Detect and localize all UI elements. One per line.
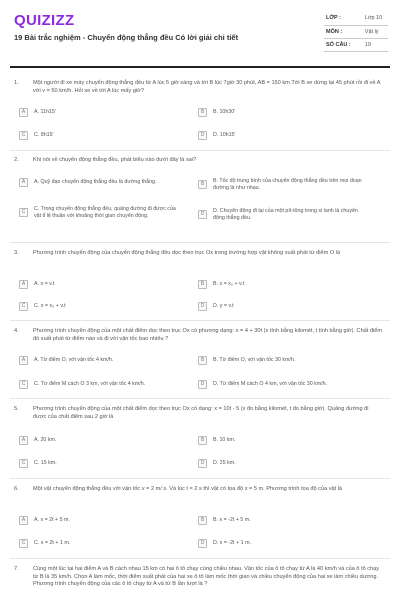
option-text: D. 25 km. [213, 460, 236, 467]
divider [10, 478, 390, 479]
option-letter-c: C [19, 131, 28, 140]
option-letter-b: B [198, 180, 207, 189]
class-label: LỚP : [324, 12, 357, 25]
meta-row-count [324, 38, 388, 51]
option-text: B. Từ điểm O, với vận tốc 30 km/h. [213, 357, 296, 364]
count-label: SỐ CÂU : [324, 38, 357, 51]
header-rule [10, 66, 390, 68]
option-text: C. 15 km. [34, 460, 57, 467]
option-text: D. x = -2t + 1 m. [213, 540, 251, 547]
option-text: B. Tốc độ trung bình của chuyển động thẳng đều trên mọi đoạn đường là như nhau. [213, 178, 362, 191]
option-c[interactable] [19, 539, 179, 548]
option-a[interactable] [19, 280, 179, 289]
header [0, 0, 400, 64]
meta-table [324, 12, 388, 52]
option-text: A. s = v.t [34, 281, 55, 288]
meta-row-subject [324, 25, 388, 38]
option-letter-c: C [19, 302, 28, 311]
option-text: B. x = x₀ + v.t [213, 281, 245, 288]
option-d[interactable] [198, 539, 368, 548]
question-text: Cùng một lúc tại hai điểm A và B cách nhau 15 km có hai ô tô chạy cùng chiều nhau. Vận tốc của ô tô chạy từ A là 40 km/h và của ô tô chạy từ B là 35 km/h. Chọn A làm mốc, thời điểm xuất phát của hai xe ô tô làm mốc thời gian và chiều chuyển động của hai xe làm chiều dương. Phương trình chuyển động của các ô tô chạy từ A và từ B lần lượt là ? [33, 566, 380, 587]
question-text: Khi nói về chuyển động thẳng đều, phát biểu nào dưới đây là sai? [33, 157, 197, 163]
option-letter-d: D [198, 380, 207, 389]
option-letter-b: B [198, 280, 207, 289]
option-letter-a: A [19, 436, 28, 445]
question-text: Một người đi xe máy chuyển động thẳng đều từ A lúc 5 giờ sáng và tới B lúc 7giờ 30 phút, AB = 150 km.Tới B xe dừng lại 45 phút rồi đi về A với v = 50 km/h. Hỏi xe về tới A lúc mấy giờ? [33, 80, 381, 94]
divider [10, 150, 390, 151]
option-b[interactable] [198, 436, 368, 445]
option-letter-d: D [198, 539, 207, 548]
quizizz-logo: QUIZIZZ [14, 12, 75, 29]
option-b[interactable] [198, 516, 368, 525]
option-letter-d: D [198, 131, 207, 140]
option-letter-d: D [198, 302, 207, 311]
option-text: D. Chuyển động đi lại của một pít-tông trong xi lanh là chuyển động thẳng đều. [213, 208, 358, 221]
option-text: A. Từ điểm O, với vận tốc 4 km/h. [34, 357, 114, 364]
option-text: B. 10 km. [213, 437, 236, 444]
page-title: 19 Bài trắc nghiệm - Chuyển động thẳng đều Có lời giải chi tiết [14, 33, 239, 42]
option-b[interactable] [198, 356, 368, 365]
option-letter-a: A [19, 178, 28, 187]
option-letter-b: B [198, 516, 207, 525]
option-c[interactable] [19, 206, 179, 219]
option-a[interactable] [19, 356, 189, 365]
option-letter-b: B [198, 356, 207, 365]
option-text: C. Từ điểm M cách O 3 km, với vận tốc 4 km/h. [34, 381, 146, 388]
option-letter-b: B [198, 436, 207, 445]
option-letter-c: C [19, 208, 28, 217]
option-c[interactable] [19, 131, 179, 140]
question-number: 6. [14, 486, 19, 492]
option-text: C. Trong chuyển động thẳng đều, quãng đường đi được của vật tỉ lệ thuận với khoảng thời gian chuyển động. [34, 206, 176, 219]
option-text: B. x = -2t + 5 m. [213, 517, 251, 524]
option-d[interactable] [198, 208, 368, 221]
option-letter-b: B [198, 108, 207, 117]
subject-label: MÔN : [324, 25, 357, 38]
option-d[interactable] [198, 302, 368, 311]
option-a[interactable] [19, 516, 179, 525]
divider [10, 558, 390, 559]
option-text: A. x = 2t + 5 m. [34, 517, 70, 524]
option-letter-d: D [198, 210, 207, 219]
option-d[interactable] [198, 131, 368, 140]
question-number: 2. [14, 157, 19, 163]
option-letter-a: A [19, 516, 28, 525]
question-number: 3. [14, 250, 19, 256]
option-a[interactable] [19, 108, 179, 117]
option-letter-c: C [19, 539, 28, 548]
question-text: Phương trình chuyển động của một chất điểm dọc theo trục Ox có phương dạng: x = 4 + 30t (x tính bằng kilomét, t tính bằng giờ). Chất điểm đó xuất phát từ điểm nào và đi với vận tốc bao nhiêu ? [33, 328, 383, 342]
question-text: Phương trình chuyển động của một chất điểm dọc theo trục Ox có dạng: x = 10t - 5 (x đo bằng kilomét, t đo bằng giờ). Quãng đường đi được của chất điểm sau 2 giờ là [33, 406, 369, 420]
option-b[interactable] [198, 108, 368, 117]
option-text: C. 8h15' [34, 132, 54, 139]
option-letter-c: C [19, 380, 28, 389]
option-letter-d: D [198, 459, 207, 468]
question-text: Một vật chuyển động thẳng đều với vận tốc v = 2 m/ s. Và lúc t = 2 s thì vật có tọa độ x = 5 m. Phương trình tọa độ của vật là [33, 486, 343, 492]
option-text: D. 10h15' [213, 132, 236, 139]
option-text: C. x = x₀ + v.t [34, 303, 66, 310]
question-number: 1. [14, 80, 19, 86]
subject-value: Vật lý [357, 25, 388, 38]
divider [10, 398, 390, 399]
option-letter-a: A [19, 280, 28, 289]
question-number: 5. [14, 406, 19, 412]
option-text: A. 11h15' [34, 109, 56, 116]
option-text: B. 10h30' [213, 109, 236, 116]
option-text: D. y = v.t [213, 303, 234, 310]
option-b[interactable] [198, 280, 368, 289]
option-text: D. Từ điểm M cách O 4 km, với vận tốc 30 km/h. [213, 381, 328, 388]
option-letter-a: A [19, 356, 28, 365]
option-text: A. 20 km. [34, 437, 57, 444]
option-text: A. Quỹ đạo chuyển động thẳng đều là đường thẳng. [34, 179, 157, 186]
option-text: C. x = 2t + 1 m. [34, 540, 71, 547]
option-c[interactable] [19, 380, 189, 389]
option-d[interactable] [198, 380, 368, 389]
count-value: 19 [357, 38, 388, 51]
option-b[interactable] [198, 178, 368, 191]
class-value: Lớp 10 [357, 12, 388, 25]
option-c[interactable] [19, 302, 179, 311]
option-letter-c: C [19, 459, 28, 468]
option-a[interactable] [19, 178, 179, 187]
divider [10, 320, 390, 321]
question-number: 4. [14, 328, 19, 334]
meta-row-class [324, 12, 388, 25]
option-a[interactable] [19, 436, 179, 445]
divider [10, 242, 390, 243]
option-d[interactable] [198, 459, 368, 468]
option-letter-a: A [19, 108, 28, 117]
option-c[interactable] [19, 459, 179, 468]
question-text: Phương trình chuyển động của chuyển động thẳng đều dọc theo trục Ox trong trường hợp vật không xuất phát từ điểm O là [33, 250, 341, 256]
question-number: 7. [14, 566, 19, 572]
